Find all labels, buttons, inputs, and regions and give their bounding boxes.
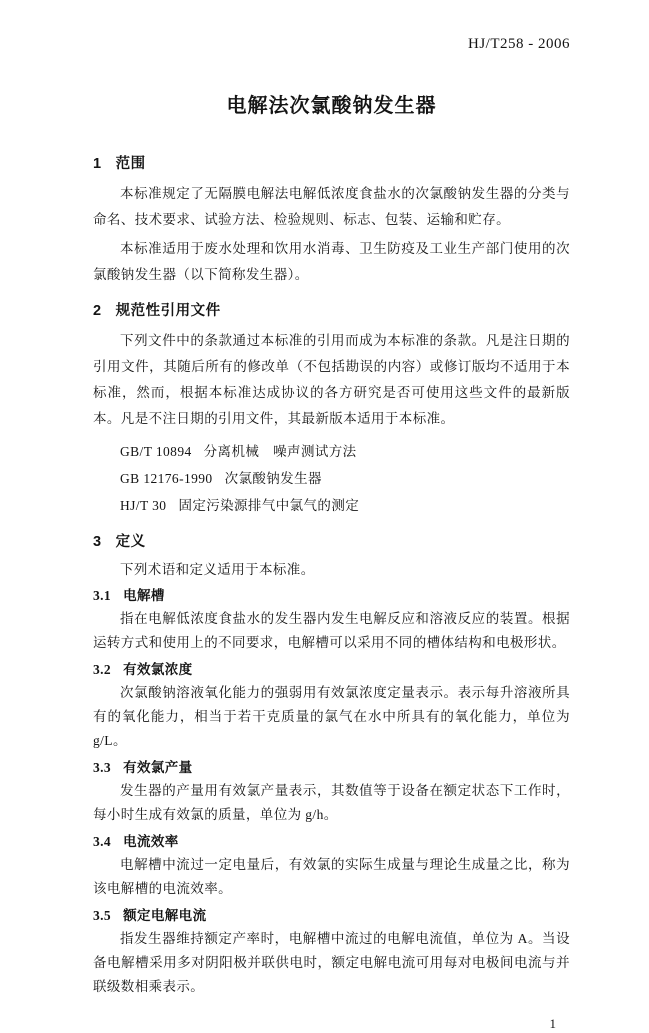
section-2-heading: [93, 301, 570, 321]
term-number: 3.4: [93, 834, 112, 849]
term-definition: 次氯酸钠溶液氧化能力的强弱用有效氯浓度定量表示。表示每升溶液所具有的氧化能力，相当于若干克质量的氯气在水中所具有的氧化能力，单位为 g/L。: [93, 685, 570, 748]
definitions-intro: 下列术语和定义适用于本标准。: [120, 562, 315, 577]
term-number: 3.5: [93, 908, 112, 923]
term-heading: [93, 832, 570, 851]
reference-code: GB 12176-1990: [120, 471, 213, 486]
section-definitions: [93, 532, 570, 999]
document-title: 电解法次氯酸钠发生器: [226, 95, 437, 117]
reference-list: [120, 438, 570, 519]
term-block-available-chlorine-concentration: [93, 660, 570, 753]
standard-code: HJ/T258 - 2006: [468, 36, 570, 52]
normative-references-paragraph: 下列文件中的条款通过本标准的引用而成为本标准的条款。凡是注日期的引用文件，其随后所有的修改单（不包括勘误的内容）或修订版均不适用于本标准，然而，根据本标准达成协议的各方研究是否可使用这些文件的最新版本。凡是不注日期的引用文件，其最新版本适用于本标准。: [93, 333, 570, 426]
section-3-title: 定义: [115, 534, 146, 550]
term-name: 有效氯浓度: [123, 662, 193, 677]
term-block-rated-electrolytic-current: [93, 906, 570, 999]
term-definition: 指在电解低浓度食盐水的发生器内发生电解反应和溶液反应的装置。根据运转方式和使用上的不同要求，电解槽可以采用不同的槽体结构和电极形状。: [93, 611, 570, 650]
reference-code: GB/T 10894: [120, 444, 192, 459]
reference-title: 固定污染源排气中氯气的测定: [178, 498, 360, 513]
section-2-number: 2: [93, 303, 102, 319]
term-heading: [93, 660, 570, 679]
reference-code: HJ/T 30: [120, 498, 167, 513]
section-scope: [93, 154, 570, 288]
term-definition: 发生器的产量用有效氯产量表示，其数值等于设备在额定状态下工作时，每小时生成有效氯的质量，单位为 g/h。: [93, 783, 570, 822]
term-block-available-chlorine-yield: [93, 758, 570, 827]
term-block-current-efficiency: [93, 832, 570, 901]
term-heading: [93, 586, 570, 605]
term-name: 额定电解电流: [123, 908, 207, 923]
section-3-number: 3: [93, 534, 102, 550]
term-definition: 电解槽中流过一定电量后，有效氯的实际生成量与理论生成量之比，称为该电解槽的电流效率。: [93, 857, 570, 896]
reference-title: 次氯酸钠发生器: [224, 471, 322, 486]
section-normative-references: [93, 301, 570, 519]
section-1-heading: [93, 154, 570, 174]
section-1-title: 范围: [115, 156, 146, 172]
term-name: 有效氯产量: [123, 760, 193, 775]
term-name: 电流效率: [123, 834, 179, 849]
reference-item: [120, 492, 570, 519]
term-name: 电解槽: [123, 588, 165, 603]
term-definition: 指发生器维持额定产率时，电解槽中流过的电解电流值，单位为 A。当设备电解槽采用多对阴阳极并联供电时，额定电解电流可用每对电极间电流与并联级数相乘表示。: [93, 931, 570, 994]
term-heading: [93, 758, 570, 777]
section-3-heading: [93, 532, 570, 552]
term-number: 3.2: [93, 662, 112, 677]
section-1-number: 1: [93, 156, 102, 172]
term-heading: [93, 906, 570, 925]
scope-paragraph-1: 本标准规定了无隔膜电解法电解低浓度食盐水的次氯酸钠发生器的分类与命名、技术要求、试验方法、检验规则、标志、包装、运输和贮存。: [93, 186, 570, 227]
reference-item: [120, 438, 570, 465]
section-2-title: 规范性引用文件: [115, 303, 221, 319]
term-number: 3.1: [93, 588, 112, 603]
term-block-electrolytic-cell: [93, 586, 570, 655]
page-number: 1: [549, 1016, 556, 1031]
reference-title: 分离机械 噪声测试方法: [203, 444, 357, 459]
scope-paragraph-2: 本标准适用于废水处理和饮用水消毒、卫生防疫及工业生产部门使用的次氯酸钠发生器（以下简称发生器）。: [93, 241, 570, 282]
term-number: 3.3: [93, 760, 112, 775]
reference-item: [120, 465, 570, 492]
